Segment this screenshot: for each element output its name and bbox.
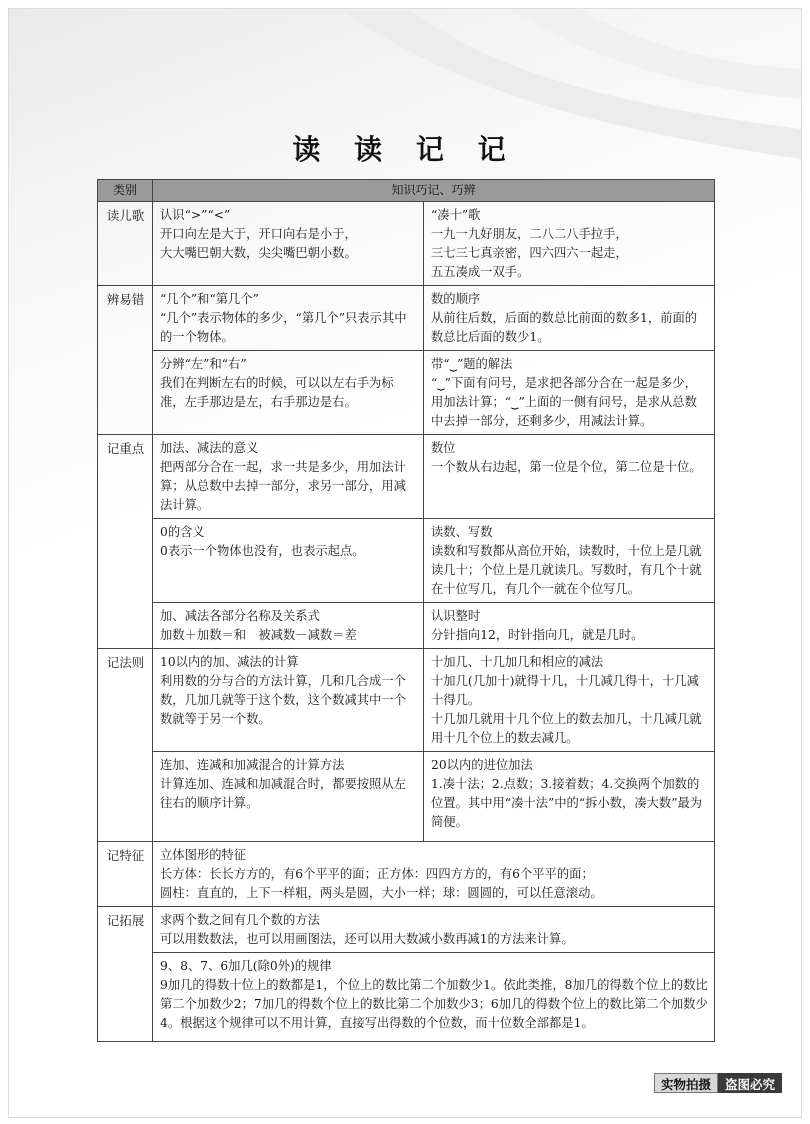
content-cell <box>424 435 715 519</box>
cell-text: 我们在判断左右的时候，可以以左右手为标准，左手那边是左，右手那边是右。 <box>160 376 394 409</box>
header-category: 类别 <box>98 180 153 202</box>
cell-text: 十加几(几加十)就得十几，十几减几得十，十几减十得几。 <box>431 674 699 707</box>
cell-text: 一九一九好朋友，二八二八手拉手， <box>431 227 628 241</box>
cell-heading: 数的顺序 <box>431 292 481 306</box>
cell-heading: 认识整时 <box>431 609 481 623</box>
table-row <box>98 752 715 842</box>
cell-heading: 加法、减法的意义 <box>160 441 259 455</box>
cell-text: 9加几的得数十位上的数都是1，个位上的数比第二个加数少1。依此类推，8加几的得数个位上的数比第二个加数少2；7加几的得数个位上的数比第二个加数少3；6加几的得数个位上的数比第二个加数少4。根据这个规律可以不用计算，直接写出得数的个位数，而十位数全部都是1。 <box>160 978 708 1030</box>
table-row <box>98 351 715 435</box>
table-row <box>98 603 715 649</box>
knowledge-table <box>97 179 715 1042</box>
cell-heading: 连加、连减和加减混合的计算方法 <box>160 758 345 772</box>
table-row <box>98 435 715 519</box>
content-cell <box>153 649 424 752</box>
cell-text: 0表示一个物体也没有，也表示起点。 <box>160 544 365 558</box>
cell-text: 十几加几就用十几个位上的数去加几，十几减几就用十几个位上的数去减几。 <box>431 712 702 745</box>
category-cell: 读儿歌 <box>98 202 153 286</box>
cell-heading: 分辨“左”和“右” <box>160 357 247 371</box>
cell-text: 长方体：长长方方的，有6个平平的面；正方体：四四方方的，有6个平平的面； <box>160 867 594 881</box>
content-cell <box>424 351 715 435</box>
cell-heading: 加、减法各部分名称及关系式 <box>160 609 320 623</box>
cell-text: 三七三七真亲密，四六四六一起走， <box>431 246 628 260</box>
page-title: 读 读 记 记 <box>292 133 518 166</box>
cell-text: 从前往后数，后面的数总比前面的数多1，前面的数总比后面的数少1。 <box>431 311 698 344</box>
content-cell <box>153 842 715 907</box>
table-row <box>98 519 715 603</box>
content-cell <box>153 907 715 953</box>
content-cell <box>153 202 424 286</box>
header-content: 知识巧记、巧辨 <box>153 180 715 202</box>
cell-text: 开口向左是大于，开口向右是小于， <box>160 227 357 241</box>
cell-heading: “凑十”歌 <box>431 208 481 222</box>
cell-heading: “几个”和“第几个” <box>160 292 259 306</box>
category-cell: 辨易错 <box>98 286 153 435</box>
cell-text: 分针指向12，时针指向几，就是几时。 <box>431 628 644 642</box>
content-cell <box>424 752 715 842</box>
cell-heading: 9、8、7、6加几(除0外)的规律 <box>160 959 332 973</box>
category-cell: 记特征 <box>98 842 153 907</box>
cell-text: 大大嘴巴朝大数，尖尖嘴巴朝小数。 <box>160 246 357 260</box>
table-row <box>98 286 715 351</box>
cell-heading: 带“⏟”题的解法 <box>431 357 513 371</box>
cell-text: “几个”表示物体的多少，“第几个”只表示其中的一个物体。 <box>160 311 407 344</box>
category-cell: 记法则 <box>98 649 153 842</box>
content-cell <box>153 435 424 519</box>
cell-text: 可以用数数法，也可以用画图法，还可以用大数减小数再减1的方法来计算。 <box>160 932 574 946</box>
cell-heading: 读数、写数 <box>431 525 493 539</box>
category-cell: 记拓展 <box>98 907 153 1042</box>
cell-text: 计算连加、连减和加减混合时，都要按照从左往右的顺序计算。 <box>160 777 406 810</box>
footer-label-photo: 实物拍摄 <box>654 1073 718 1093</box>
content-cell <box>153 351 424 435</box>
cell-text: 把两部分合在一起，求一共是多少，用加法计算；从总数中去掉一部分，求另一部分，用减法计算。 <box>160 460 406 512</box>
cell-heading: 立体图形的特征 <box>160 848 247 862</box>
content-cell <box>424 519 715 603</box>
cell-heading: 数位 <box>431 441 456 455</box>
content-cell <box>153 603 424 649</box>
content-cell <box>153 953 715 1042</box>
footer-stamp <box>654 1073 782 1093</box>
table-row <box>98 202 715 286</box>
cell-heading: 0的含义 <box>160 525 205 539</box>
content-cell <box>424 603 715 649</box>
content-cell <box>153 286 424 351</box>
table-row <box>98 649 715 752</box>
cell-text: “⏟”下面有问号，是求把各部分合在一起是多少，用加法计算；“⏟”上面的一侧有问号，是求从总数中去掉一部分，还剩多少，用减法计算。 <box>431 376 697 428</box>
cell-heading: 十加几、十几加几和相应的减法 <box>431 655 604 669</box>
content-cell <box>153 752 424 842</box>
cell-text: 加数＋加数＝和 被减数－减数＝差 <box>160 628 357 642</box>
cell-text: 1.凑十法；2.点数；3.接着数；4.交换两个加数的位置。其中用“凑十法”中的“拆小数，凑大数”最为简便。 <box>431 777 703 829</box>
table-header-row <box>98 180 715 202</box>
cell-heading: 认识“>”“<” <box>160 208 231 222</box>
cell-heading: 20以内的进位加法 <box>431 758 533 772</box>
category-cell: 记重点 <box>98 435 153 649</box>
cell-heading: 10以内的加、减法的计算 <box>160 655 299 669</box>
cell-text: 一个数从右边起，第一位是个位，第二位是十位。 <box>431 460 702 474</box>
cell-text: 五五凑成一双手。 <box>431 265 530 279</box>
cell-heading: 求两个数之间有几个数的方法 <box>160 913 320 927</box>
table-row <box>98 907 715 953</box>
table-row <box>98 953 715 1042</box>
content-cell <box>424 286 715 351</box>
cell-text: 圆柱：直直的，上下一样粗，两头是圆，大小一样；球：圆圆的，可以任意滚动。 <box>160 886 603 900</box>
cell-text: 读数和写数都从高位开始，读数时，十位上是几就读几十；个位上是几就读几。写数时，有几个十就在十位写几，有几个一就在个位写几。 <box>431 544 702 596</box>
content-cell <box>424 202 715 286</box>
content-cell <box>424 649 715 752</box>
cell-text: 利用数的分与合的方法计算，几和几合成一个数，几加几就等于这个数，这个数减其中一个数就等于另一个数。 <box>160 674 406 726</box>
table-row <box>98 842 715 907</box>
content-cell <box>153 519 424 603</box>
footer-label-copyright: 盗图必究 <box>718 1073 782 1093</box>
